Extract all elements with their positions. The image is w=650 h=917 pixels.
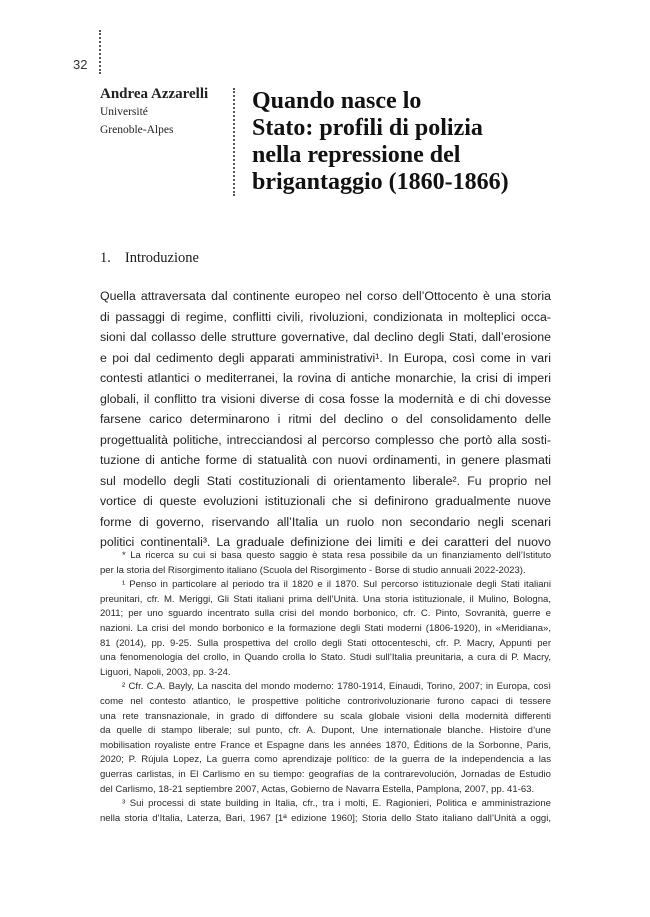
body-line: farsene carico determinarono i ritmi del declino o del consolidamento delle	[100, 412, 551, 426]
title-divider	[233, 88, 235, 196]
footnote-line: 2020; P. Rújula Lopez, La guerra como aprendizaje político: de la guerra de la independencia a las	[100, 754, 551, 766]
footnote-line: una fenomenologia del crollo, in Quando crolla lo Stato. Studi sull’Italia preunitaria, a cura di P. Macry,	[100, 652, 551, 664]
footnote	[100, 797, 551, 826]
title-line: nella repressione del	[252, 142, 461, 168]
footnote-line: nazioni. La crisi del mondo borbonico e la formazione degli Stati moderni (1806-1920), in «Meridiana»,	[100, 622, 551, 634]
footnote-line: da quelle di stampo liberale; sul punto, cfr. A. Dupont, Une internationale blanche. Histoire d’une	[100, 725, 551, 737]
body-text	[100, 286, 551, 553]
author-affiliation-line-2: Grenoble-Alpes	[100, 124, 174, 136]
footnote-line: ³ Sui processi di state building in Italia, cfr., tra i molti, E. Ragionieri, Politica e amministrazione	[122, 798, 551, 810]
author-affiliation-line-1: Université	[100, 106, 148, 118]
body-line: contesti atlantici o mediterranei, la rovina di antiche monarchie, la crisi di imperi	[100, 371, 551, 385]
body-line: di passaggi di regime, conflitti civili, rivoluzioni, condizionata in molteplici occa-	[100, 309, 551, 324]
footnote-line: una rete transnazionale, in grado di diffondere su scala globale visioni della modernità differenti	[100, 710, 551, 722]
author-name: Andrea Azzarelli	[100, 86, 209, 102]
title-line: Stato: profili di polizia	[252, 115, 483, 141]
section-heading	[100, 250, 199, 267]
footnote-line: Liguori, Napoli, 2003, pp. 3-24.	[100, 666, 231, 678]
footnote	[100, 680, 551, 797]
title-line: Quando nasce lo	[252, 88, 422, 114]
body-line: politici continentali³. La graduale definizione dei limiti e dei caratteri del nuovo	[100, 535, 551, 549]
footnote-line: ² Cfr. C.A. Bayly, La nascita del mondo moderno: 1780-1914, Einaudi, Torino, 2007; in Europa, così	[122, 681, 551, 693]
body-line: tuzione di antiche forme di statualità con nuovi ordinamenti, in genere plasmati	[100, 453, 551, 467]
article-title	[252, 88, 612, 196]
footnote-line: preunitari, cfr. M. Meriggi, Gli Stati italiani prima dell’Unità. Una storia istituzionale, il Mulino, Bologna,	[100, 593, 551, 605]
footnote-line: nella storia d’Italia, Laterza, Bari, 1967 [1ª edizione 1960]; Storia dello Stato italiano dall’Unità a oggi,	[100, 812, 551, 824]
footnote	[100, 549, 551, 578]
page-number-divider	[99, 30, 101, 74]
body-line: sioni dal collasso delle strutture governative, dal declino degli Stati, dall’erosione	[100, 330, 551, 344]
body-line: progettualità politiche, intrecciandosi al percorso complesso che portò alla sosti-	[100, 432, 551, 447]
footnote-line: 81 (2014), pp. 9-25. Sulla prospettiva del crollo degli Stati ottocenteschi, cfr. P. Macry, Appunti per	[100, 637, 551, 649]
footnote-line: * La ricerca su cui si basa questo saggio è stata resa possibile da un finanziamento dell’Istituto	[122, 550, 551, 561]
footnote-line: per la storia del Risorgimento italiano (Scuola del Risorgimento - Borse di studio annuali 2022-2023).	[100, 564, 526, 576]
body-line: Quella attraversata dal continente europeo nel corso dell’Ottocento è una storia	[100, 289, 551, 303]
body-line: vortice di queste evoluzioni istituzionali che si definirono gradualmente nuove	[100, 494, 551, 508]
footnote-line: come nel contesto atlantico, le prospettive politiche controrivoluzionarie furono capaci di tessere	[100, 695, 551, 707]
author-block	[100, 86, 208, 139]
title-line: brigantaggio (1860-1866)	[252, 169, 509, 195]
footnote-line: guerras carlistas, in El Carlismo en su tiempo: geografías de la contrarevolución, Jornadas de Estudio	[100, 768, 551, 780]
page-number: 32	[73, 57, 88, 72]
footnotes	[100, 549, 551, 826]
footnote-line: ¹ Penso in particolare al periodo tra il 1820 e il 1870. Sul percorso istituzionale degli Stati italiani	[122, 579, 551, 591]
body-line: sul modello degli Stati costituzionali di orientamento liberale². Fu proprio nel	[100, 473, 551, 488]
footnote-line: mobilisation royaliste entre France et Espagne dans les années 1870, Éditions de la Sorbonne, Paris,	[100, 739, 551, 751]
footnote-line: del Carlismo, 18-21 septiembre 2007, Actas, Gobierno de Navarra Estella, Pamplona, 2007, pp. 41-63.	[100, 783, 535, 795]
footnote	[100, 578, 551, 680]
footnote-line: 2011; per uno sguardo incentrato sulla crisi del mondo borbonico, cfr. C. Pinto, Sovranità, guerre e	[100, 608, 551, 620]
body-line: globali, il conflitto tra visioni diverse di cosa fosse la modernità e di chi dovesse	[100, 391, 551, 406]
body-line: forme di governo, riservando all’Italia un ruolo non secondario negli scenari	[100, 514, 551, 529]
section-number: 1.	[100, 250, 111, 266]
body-line: e poi dal cedimento degli apparati amministrativi¹. In Europa, così come in vari	[100, 350, 551, 365]
section-title: Introduzione	[124, 250, 199, 266]
